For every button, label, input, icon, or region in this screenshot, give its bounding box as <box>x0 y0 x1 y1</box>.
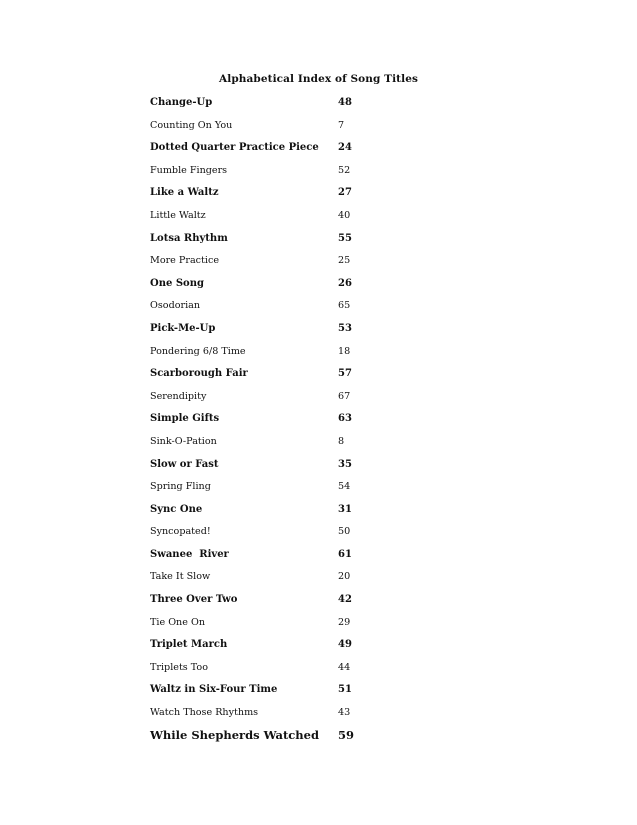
page-number: 18 <box>338 345 351 357</box>
song-title: Little Waltz <box>150 209 206 221</box>
index-entry <box>150 254 400 277</box>
index-entry <box>150 119 400 142</box>
index-entry <box>150 458 400 481</box>
index-entry <box>150 141 400 164</box>
song-title: While Shepherds Watched <box>150 727 320 742</box>
index-entry <box>150 525 400 548</box>
index-entry <box>150 435 400 458</box>
page-number: 59 <box>338 727 355 742</box>
song-title: Swanee River <box>150 548 229 560</box>
index-entry <box>150 209 400 232</box>
song-title: Sync One <box>150 503 203 515</box>
index-entry <box>150 345 400 368</box>
index-entry <box>150 390 400 413</box>
song-title: Triplet March <box>150 639 228 651</box>
page-number: 20 <box>338 571 351 583</box>
song-title: Waltz in Six-Four Time <box>150 684 278 696</box>
index-entry <box>150 164 400 187</box>
song-title: Pick-Me-Up <box>150 322 216 334</box>
page-number: 8 <box>338 435 345 447</box>
page-number: 61 <box>338 548 352 560</box>
song-title: Like a Waltz <box>150 187 219 199</box>
song-title: Watch Those Rhythms <box>150 707 259 719</box>
index-entry <box>150 412 400 435</box>
page-number: 53 <box>338 322 352 334</box>
page-number: 42 <box>338 594 352 606</box>
song-title: Sink-O-Pation <box>150 435 217 447</box>
page-number: 27 <box>338 187 352 199</box>
song-title: Three Over Two <box>150 594 238 606</box>
index-entry <box>150 616 400 639</box>
page-number: 24 <box>338 142 352 154</box>
index-entry <box>150 96 400 119</box>
song-title: Serendipity <box>150 390 207 402</box>
song-title: Dotted Quarter Practice Piece <box>150 142 319 154</box>
index-entry <box>150 661 400 684</box>
page-number: 55 <box>338 232 352 244</box>
index-entry <box>150 299 400 322</box>
page-number: 29 <box>338 616 351 628</box>
song-title: Simple Gifts <box>150 413 220 425</box>
song-index-list <box>150 96 400 751</box>
page-number: 31 <box>338 503 352 515</box>
song-title: Take It Slow <box>150 571 211 583</box>
song-title: Osodorian <box>150 300 201 312</box>
index-entry <box>150 570 400 593</box>
song-title: Change-Up <box>150 97 213 108</box>
index-entry <box>150 548 400 571</box>
index-entry <box>150 232 400 255</box>
page-number: 51 <box>338 684 352 696</box>
song-title: Lotsa Rhythm <box>150 232 228 244</box>
page-number: 65 <box>338 300 351 312</box>
page-number: 43 <box>338 707 351 719</box>
song-title: Spring Fling <box>150 481 211 493</box>
page-number: 25 <box>338 255 351 267</box>
page-number: 7 <box>338 119 345 131</box>
page-number: 50 <box>338 526 351 538</box>
index-entry <box>150 367 400 390</box>
song-title: Fumble Fingers <box>150 164 228 176</box>
index-entry <box>150 322 400 345</box>
page-number: 26 <box>338 277 352 289</box>
page-number: 52 <box>338 164 351 176</box>
page-number: 49 <box>338 639 352 651</box>
page-number: 63 <box>338 413 352 425</box>
song-title: Triplets Too <box>150 661 208 673</box>
index-title: Alphabetical Index of Song Titles <box>218 73 419 85</box>
song-title: Counting On You <box>150 119 233 131</box>
index-entry <box>150 638 400 661</box>
index-entry <box>150 503 400 526</box>
song-title: Slow or Fast <box>150 458 219 470</box>
page-number: 54 <box>338 481 351 493</box>
index-entry <box>150 706 400 729</box>
index-entry <box>150 729 400 752</box>
page-number: 40 <box>338 209 351 221</box>
index-entry <box>150 186 400 209</box>
song-title: One Song <box>150 277 204 289</box>
song-title: Pondering 6/8 Time <box>150 345 246 357</box>
index-entry <box>150 277 400 300</box>
page-number: 48 <box>338 97 352 108</box>
song-title: Tie One On <box>150 616 206 628</box>
song-title: More Practice <box>150 255 220 267</box>
page-number: 44 <box>338 661 351 673</box>
page-number: 67 <box>338 390 351 402</box>
page-number: 57 <box>338 368 352 380</box>
index-entry <box>150 683 400 706</box>
song-title: Syncopated! <box>150 526 211 538</box>
page-number: 35 <box>338 458 352 470</box>
index-entry <box>150 480 400 503</box>
index-entry <box>150 593 400 616</box>
song-title: Scarborough Fair <box>150 368 248 380</box>
